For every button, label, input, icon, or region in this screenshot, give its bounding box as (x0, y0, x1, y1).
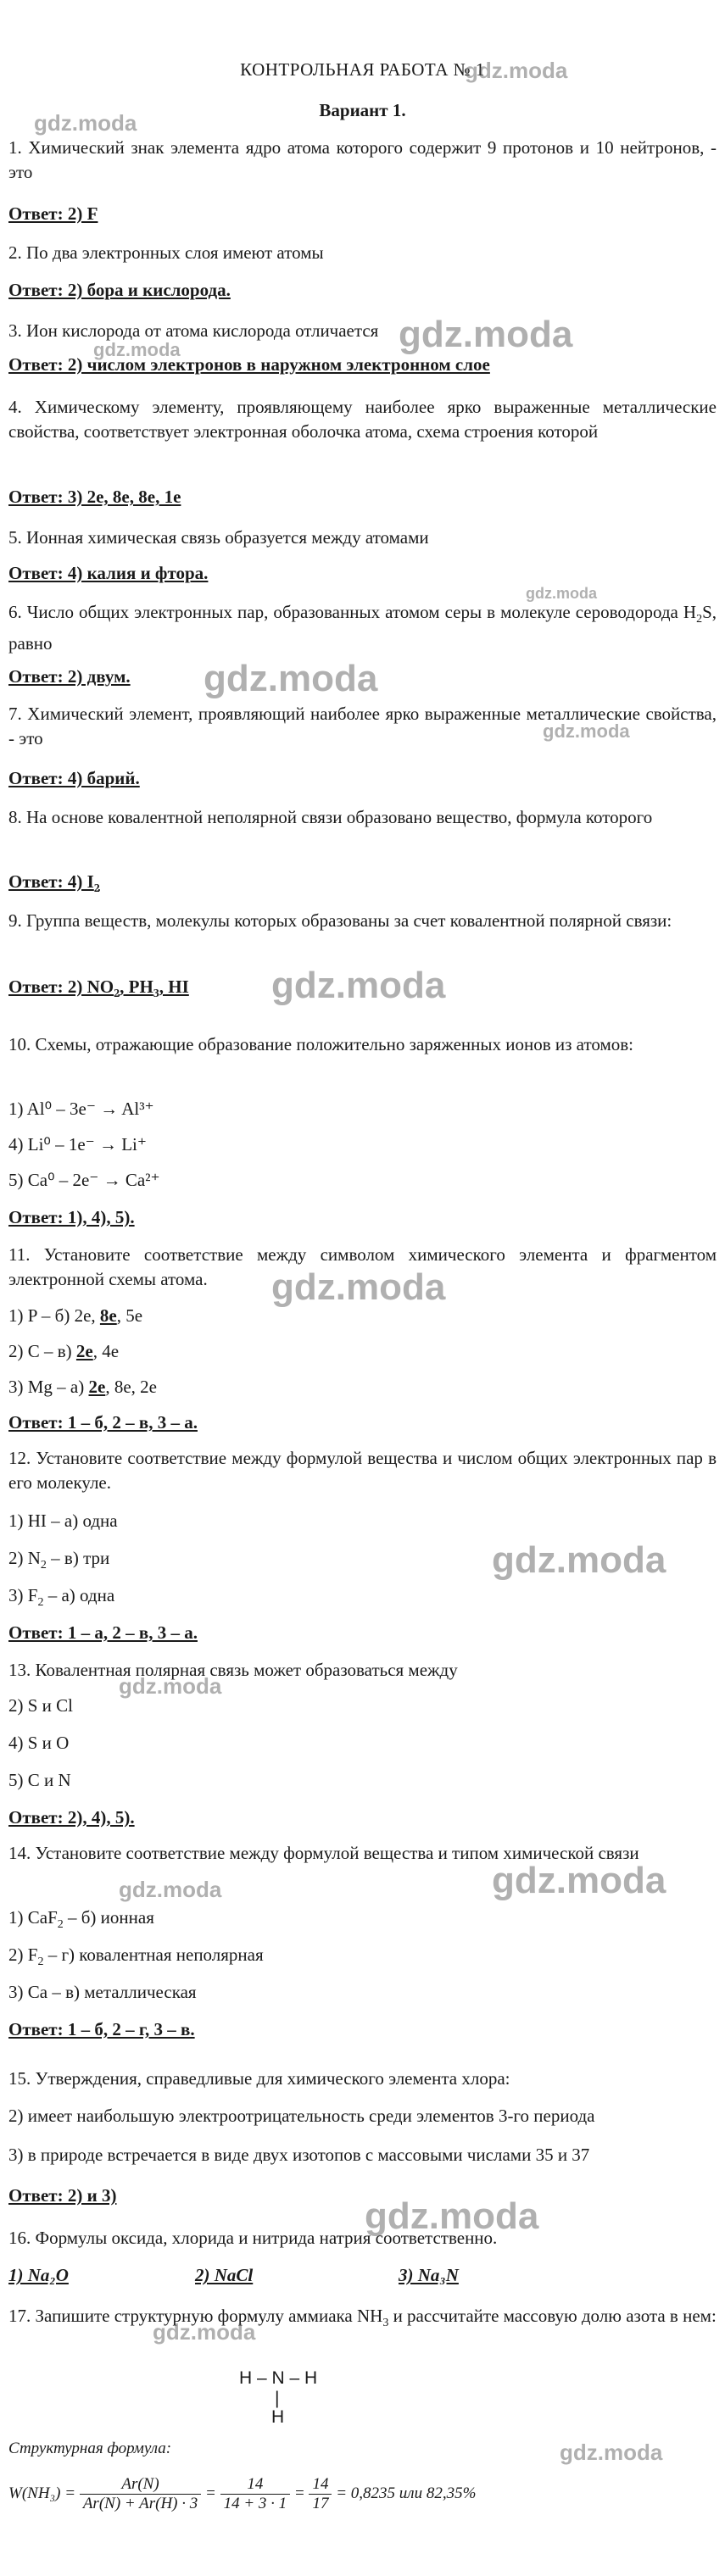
question-17-text: 17. Запишите структурную формулу аммиака NH (8, 2306, 383, 2326)
variant-heading: Вариант 1. (319, 100, 406, 120)
formula-num-3: 14 (309, 2475, 332, 2495)
question-16: 16. Формулы оксида, хлорида и нитрида натрия соответственно. (8, 2228, 498, 2248)
answer-9 (8, 976, 189, 1001)
option-13-2: 4) S и O (8, 1733, 70, 1753)
option-13-3: 5) C и N (8, 1770, 71, 1790)
answer-8-subscript: 2 (93, 882, 100, 896)
watermark: gdz.moda (465, 58, 568, 83)
answer-8-text: Ответ: 4) I (8, 871, 94, 892)
structural-formula-line2: H (271, 2407, 285, 2427)
answer-9-part1: Ответ: 2) NO (8, 976, 114, 997)
question-9: 9. Группа веществ, молекулы которых образованы за счет ковалентной полярной связи: (8, 910, 672, 931)
answer-7: Ответ: 4) барий. (8, 768, 140, 788)
formula-eq-1: = (205, 2484, 216, 2502)
option-12-2-a: 2) N (8, 1548, 41, 1568)
answer-6: Ответ: 2) двум. (8, 666, 131, 687)
option-12-2 (8, 1548, 109, 1572)
watermark: gdz.moda (492, 1539, 666, 1581)
option-15-2: 3) в природе встречается в виде двух изотопов с массовыми числами 35 и 37 (8, 2145, 590, 2165)
option-11-3 (8, 1377, 157, 1398)
formula-num-2: 14 (220, 2475, 291, 2495)
question-11: 11. Установите соответствие между символом химического элемента и фрагментом электронной схемы атома. (8, 1244, 717, 1289)
answer-15: Ответ: 2) и 3) (8, 2185, 117, 2206)
option-14-2 (8, 1945, 264, 1969)
question-6-text: 6. Число общих электронных пар, образованных атомом серы в молекуле сероводорода H (8, 602, 697, 622)
structural-formula-bond: | (275, 2389, 280, 2408)
formula-den-3: 17 (312, 2495, 329, 2512)
watermark: gdz.moda (526, 585, 597, 602)
question-10: 10. Схемы, отражающие образование положительно заряженных ионов из атомов: (8, 1034, 633, 1054)
option-14-1 (8, 1907, 154, 1932)
question-13: 13. Ковалентная полярная связь может образоваться между (8, 1660, 458, 1680)
option-14-1-sub: 2 (57, 1918, 64, 1932)
watermark: gdz.moda (119, 1877, 222, 1902)
formula-den-2: 14 + 3 · 1 (223, 2495, 287, 2512)
question-3: 3. Ион кислорода от атома кислорода отличается (8, 320, 379, 341)
formula-fraction-1 (80, 2475, 201, 2513)
formula-fraction-2 (220, 2475, 291, 2513)
question-1: 1. Химический знак элемента ядро атома которого содержит 9 протонов и 10 нейтронов, - это (8, 137, 717, 182)
watermark: gdz.moda (543, 721, 630, 742)
question-6 (8, 600, 717, 656)
answer-9-sub2: 3 (153, 988, 159, 1001)
question-6-tail: S, равно (8, 602, 717, 654)
option-14-2-b: – г) ковалентная неполярная (43, 1945, 264, 1965)
formula-fraction-3 (309, 2475, 332, 2513)
option-11-3-c: , 8e, 2e (105, 1377, 157, 1397)
option-14-1-b: – б) ионная (63, 1907, 154, 1928)
option-11-2-b: 2e (75, 1341, 93, 1361)
structural-formula-label: Структурная формула: (8, 2440, 172, 2457)
answer-1: Ответ: 2) F (8, 203, 98, 224)
option-14-1-a: 1) CaF (8, 1907, 58, 1928)
structural-formula-line1: H – N – H (239, 2368, 318, 2388)
question-2: 2. По два электронных слоя имеют атомы (8, 242, 324, 263)
mass-fraction-formula (8, 2475, 476, 2513)
answer-16-2: 2) NaCl (195, 2265, 254, 2285)
answer-5: Ответ: 4) калия и фтора. (8, 563, 209, 583)
option-12-2-b: – в) три (46, 1548, 110, 1568)
question-17 (8, 2304, 717, 2335)
question-17-subscript: 3 (382, 2317, 389, 2330)
option-15-1: 2) имеет наибольшую электроотрицательность среди элементов 3-го периода (8, 2106, 595, 2126)
formula-result: = 0,8235 или 82,35% (336, 2484, 477, 2502)
option-12-1: 1) HI – а) одна (8, 1511, 118, 1531)
question-17-tail: и рассчитайте массовую долю азота в нем: (388, 2306, 717, 2326)
option-11-1 (8, 1305, 142, 1327)
option-11-2 (8, 1341, 119, 1362)
option-11-1-b: 8e (99, 1305, 117, 1326)
option-10-3: 5) Ca⁰ – 2e⁻ → Ca²⁺ (8, 1170, 160, 1190)
option-10-2: 4) Li⁰ – 1e⁻ → Li⁺ (8, 1134, 147, 1154)
watermark: gdz.moda (153, 2319, 256, 2345)
option-11-2-a: 2) C – в) (8, 1341, 76, 1361)
formula-den-1: Ar(N) + Ar(H) · 3 (82, 2495, 198, 2512)
option-11-1-a: 1) P – б) 2e, (8, 1305, 100, 1326)
answer-2: Ответ: 2) бора и кислорода. (8, 280, 231, 300)
option-11-3-a: 3) Mg – а) (8, 1377, 89, 1397)
answer-11: Ответ: 1 – б, 2 – в, 3 – а. (8, 1412, 198, 1433)
watermark: gdz.moda (204, 658, 378, 699)
option-12-3-sub: 2 (37, 1596, 44, 1610)
watermark: gdz.moda (271, 1266, 446, 1308)
answer-9-sub1: 2 (114, 988, 120, 1001)
answer-9-part2: , PH (120, 976, 153, 997)
watermark: gdz.moda (560, 2440, 663, 2465)
answer-3: Ответ: 2) числом электронов в наружном электронном слое (8, 354, 490, 375)
answer-13: Ответ: 2), 4), 5). (8, 1807, 135, 1828)
question-14: 14. Установите соответствие между формулой вещества и типом химической связи (8, 1843, 639, 1863)
option-12-2-sub: 2 (40, 1559, 47, 1572)
question-6-subscript: 2 (696, 613, 703, 626)
answer-16-3: 3) Na₃N (399, 2265, 459, 2285)
answer-16-1: 1) Na₂O (8, 2265, 69, 2285)
question-4: 4. Химическому элементу, проявляющему наиболее ярко выраженные металлические свойства, соответствует электронная оболочка атома, схема строения которой (8, 397, 717, 442)
question-7: 7. Химический элемент, проявляющий наиболее ярко выраженные металлические свойства, - это (8, 704, 717, 748)
watermark: gdz.moda (93, 339, 181, 360)
option-14-2-sub: 2 (37, 1956, 44, 1969)
option-11-3-b: 2e (88, 1377, 106, 1397)
option-14-2-a: 2) F (8, 1945, 38, 1965)
option-10-1: 1) Al⁰ – 3e⁻ → Al³⁺ (8, 1099, 154, 1119)
answer-8 (8, 871, 100, 896)
option-13-1: 2) S и Cl (8, 1695, 74, 1716)
option-14-3: 3) Ca – в) металлическая (8, 1982, 197, 2002)
option-12-3-a: 3) F (8, 1585, 38, 1605)
answer-12: Ответ: 1 – а, 2 – в, 3 – а. (8, 1622, 198, 1643)
question-8: 8. На основе ковалентной неполярной связи образовано вещество, формула которого (8, 807, 653, 827)
answer-9-part3: , HI (159, 976, 189, 997)
answer-10: Ответ: 1), 4), 5). (8, 1207, 135, 1227)
formula-eq-2: = (293, 2484, 305, 2502)
watermark: gdz.moda (34, 110, 137, 136)
formula-num-1: Ar(N) (80, 2475, 201, 2495)
option-12-3 (8, 1585, 114, 1610)
answer-4: Ответ: 3) 2е, 8е, 8е, 1е (8, 487, 181, 507)
option-11-2-c: , 4e (92, 1341, 120, 1361)
option-11-1-c: , 5e (116, 1305, 143, 1326)
formula-lhs: W(NH₃) = (8, 2484, 76, 2502)
question-15: 15. Утверждения, справедливые для химического элемента хлора: (8, 2068, 510, 2089)
watermark: gdz.moda (492, 1860, 666, 1901)
question-12: 12. Установите соответствие между формулой вещества и числом общих электронных пар в его молекуле. (8, 1448, 717, 1493)
option-12-3-b: – а) одна (43, 1585, 115, 1605)
answer-14: Ответ: 1 – б, 2 – г, 3 – в. (8, 2019, 195, 2039)
watermark: gdz.moda (119, 1673, 222, 1699)
question-5: 5. Ионная химическая связь образуется между атомами (8, 527, 429, 548)
watermark: gdz.moda (399, 314, 573, 355)
page-title: КОНТРОЛЬНАЯ РАБОТА № 1 (240, 59, 485, 80)
watermark: gdz.moda (271, 965, 446, 1006)
watermark: gdz.moda (365, 2195, 539, 2237)
